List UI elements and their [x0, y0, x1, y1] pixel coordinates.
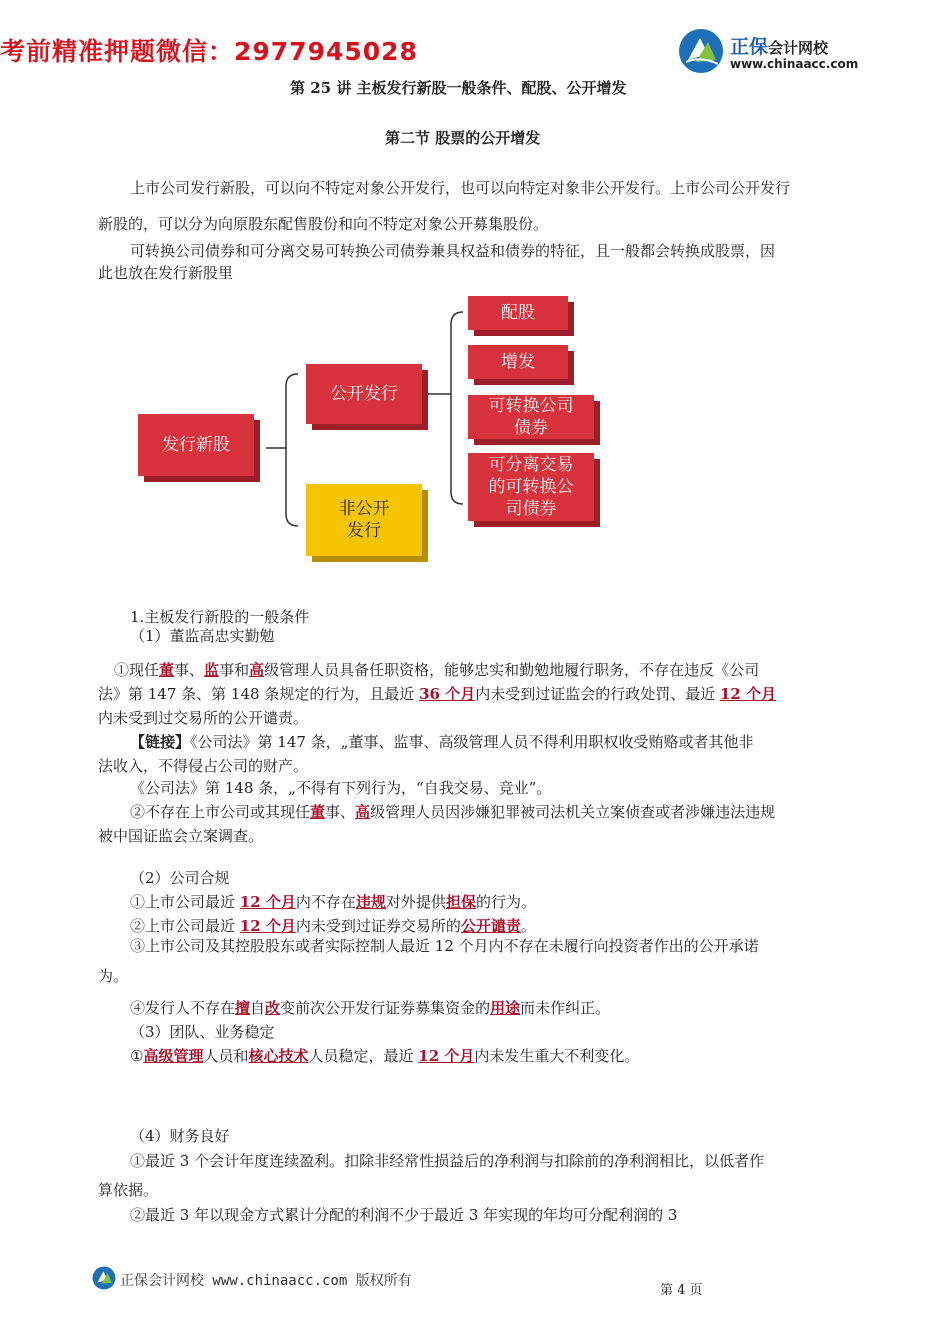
compliance-item-3-tail-clipped: 为。: [98, 967, 129, 985]
para-1-line-2: 法》第 147 条、第 148 条规定的行为，且最近 36 个月内未受到过证监会的行政处罚、最近 12 个月: [98, 685, 777, 703]
finance-item-1-tail: 算依据。: [98, 1181, 159, 1199]
section-1-title: 1.主板发行新股的一般条件: [130, 608, 310, 626]
logo-url: www.chinaacc.com: [730, 57, 859, 71]
node-issue-new-shares: 发行新股: [138, 414, 254, 476]
issuance-diagram: [138, 292, 618, 562]
para-2-line-1: ②不存在上市公司或其现任董事、高级管理人员因涉嫌犯罪被司法机关立案侦查或者涉嫌违法违规: [130, 803, 776, 821]
intro-line-clipped: 上市公司发行新股，可以向不特定对象公开发行，也可以向特定对象非公开发行。上市公司公开发行: [130, 179, 791, 197]
node-convertible-bonds: 可转换公司 债券: [468, 395, 594, 439]
link-1-line-2: 法收入，不得侵占公司的财产。: [98, 757, 309, 775]
sub-1-clipped: （1）董监高忠实勤勉: [130, 627, 275, 645]
para-1-line-1: ①现任董事、监事和高级管理人员具备任职资格，能够忠实和勤勉地履行职务，不存在违反《公司: [114, 661, 760, 679]
sub-3-title: （3）团队、业务稳定: [130, 1023, 275, 1041]
finance-item-1-clipped: ①最近 3 个会计年度连续盈利。扣除非经常性损益后的净利润与扣除前的净利润相比，以低者作: [130, 1152, 765, 1170]
logo-name: 正保: [730, 36, 769, 58]
node-separable-convertible-bonds: 可分离交易 的可转换公 司债券: [468, 453, 594, 521]
para-1-line-3: 内未受到过交易所的公开谴责。: [98, 709, 309, 727]
lecture-header-clipped: 第 25 讲 主板发行新股一般条件、配股、公开增发: [290, 79, 627, 97]
page-number-clipped: 第 4 页: [660, 1283, 703, 1298]
node-private-offering: 非公开 发行: [306, 484, 422, 556]
team-item-1: ①高级管理人员和核心技术人员稳定，最近 12 个月内未发生重大不利变化。: [130, 1047, 640, 1065]
compliance-item-1: ①上市公司最近 12 个月内不存在违规对外提供担保的行为。: [130, 893, 536, 911]
watermark-text: 考前精准押题微信：2977945028: [0, 37, 418, 66]
node-rights-issue: 配股: [468, 296, 568, 330]
link-2: 《公司法》第 148 条，„不得有下列行为，“自我交易、竞业”。: [130, 779, 552, 797]
link-1-line-1: 【链接】《公司法》第 147 条，„董事、监事、高级管理人员不得利用职权收受贿赂或者其他非: [130, 733, 754, 751]
compliance-item-3-clipped: ③上市公司及其控股股东或者实际控制人最近 12 个月内不存在未履行向投资者作出的公开承诺: [130, 937, 759, 955]
chinaacc-logo: [678, 28, 868, 76]
intro-line-2: 可转换公司债券和可分离交易可转换公司债券兼具权益和债券的特征，且一般都会转换成股票，因: [130, 242, 776, 260]
logo-suffix: 会计网校: [768, 39, 829, 57]
compliance-item-2: ②上市公司最近 12 个月内未受到过证券交易所的公开谴责。: [130, 917, 536, 935]
footer-copyright: 正保会计网校 www.chinaacc.com 版权所有: [120, 1273, 412, 1289]
intro-line-1: 新股的，可以分为向原股东配售股份和向不特定对象公开募集股份。: [98, 215, 549, 233]
compliance-item-4: ④发行人不存在擅自改变前次公开发行证券募集资金的用途而未作纠正。: [130, 999, 611, 1017]
node-additional-issue: 增发: [468, 345, 568, 379]
section-title-clipped: 第二节 股票的公开增发: [385, 129, 541, 147]
finance-item-2-clipped: ②最近 3 年以现金方式累计分配的利润不少于最近 3 年实现的年均可分配利润的 3: [130, 1206, 678, 1224]
intro-line-3-clipped: 此也放在发行新股里: [98, 264, 234, 282]
logo-icon: [678, 28, 724, 74]
sub-2-title: （2）公司合规: [130, 869, 230, 887]
sub-4-clipped: （4）财务良好: [130, 1127, 230, 1145]
para-2-line-2: 被中国证监会立案调查。: [98, 827, 264, 845]
footer-logo-icon: [92, 1266, 116, 1290]
node-public-offering: 公开发行: [306, 364, 422, 424]
